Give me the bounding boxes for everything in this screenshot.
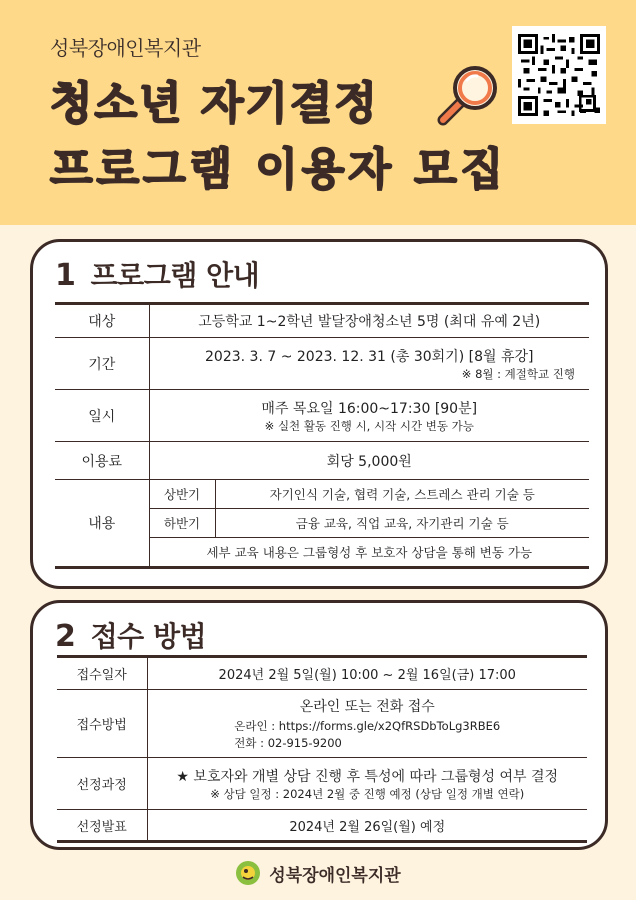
qr-code-icon[interactable]	[512, 26, 606, 124]
time-value: 매주 목요일 16:00~17:30 [90분]	[261, 400, 478, 417]
second-half-label: 하반기	[149, 509, 215, 538]
time-note: ※ 실천 활동 진행 시, 시작 시간 변동 가능	[264, 418, 474, 433]
process-note: ※ 상담 일정 : 2024년 2월 중 진행 예정 (상담 일정 개별 연락)	[210, 786, 525, 801]
method-online-link[interactable]: 온라인 : https://forms.gle/x2QfRSDbToLg3RBE6	[234, 718, 501, 733]
footer-org-name: 성북장애인복지관	[269, 865, 401, 886]
first-half-value: 자기인식 기술, 협력 기술, 스트레스 관리 기술 등	[215, 480, 589, 509]
section2-title: 접수 방법	[90, 620, 207, 653]
section2-number: 2	[55, 619, 76, 654]
header-org-name: 성북장애인복지관	[50, 36, 201, 60]
table-row-method	[57, 690, 587, 758]
announce-value: 2024년 2월 26일(월) 예정	[289, 819, 446, 835]
content-note: 세부 교육 내용은 그룹형성 후 보호자 상담을 통해 변동 가능	[206, 545, 533, 560]
method-phone: 전화 : 02-915-9200	[234, 735, 342, 750]
header-banner	[0, 0, 636, 225]
table-row-announce	[57, 810, 587, 842]
page-title-line2: 프로그램 이용자 모집	[50, 144, 508, 195]
magnifying-glass-icon	[425, 58, 505, 138]
period-note: ※ 8월 : 계절학교 진행	[461, 366, 575, 381]
footer	[0, 856, 636, 890]
table-row-time	[55, 390, 589, 442]
period-value: 2023. 3. 7 ~ 2023. 12. 31 (총 30회기) [8월 휴강]	[205, 348, 534, 365]
table-row-fee	[55, 442, 589, 480]
second-half-value: 금융 교육, 직업 교육, 자기관리 기술 등	[215, 509, 589, 538]
fee-label: 이용료	[55, 442, 149, 480]
date-value: 2024년 2월 5일(월) 10:00 ~ 2월 16일(금) 17:00	[147, 657, 587, 690]
method-value: 온라인 또는 전화 접수	[299, 698, 435, 715]
table-row-period	[55, 338, 589, 390]
page-title-line1: 청소년 자기결정	[50, 78, 379, 129]
table-row-first-half	[55, 480, 589, 509]
org-logo-icon	[235, 860, 261, 886]
time-label: 일시	[55, 390, 149, 442]
table-row-target	[55, 304, 589, 338]
process-value: ★ 보호자와 개별 상담 진행 후 특성에 따라 그룹형성 여부 결정	[176, 768, 559, 785]
target-label: 대상	[55, 304, 149, 338]
section1-title: 프로그램 안내	[90, 259, 260, 292]
section2-heading	[55, 615, 206, 655]
program-info-table	[55, 302, 589, 569]
section1-number: 1	[55, 258, 76, 293]
announce-label: 선정발표	[57, 810, 147, 842]
fee-value: 회당 5,000원	[149, 442, 589, 480]
content-label: 내용	[55, 480, 149, 568]
period-label: 기간	[55, 338, 149, 390]
method-label: 접수방법	[57, 690, 147, 758]
application-table	[57, 655, 587, 843]
table-row-date	[57, 657, 587, 690]
first-half-label: 상반기	[149, 480, 215, 509]
process-label: 선정과정	[57, 758, 147, 810]
target-value: 고등학교 1~2학년 발달장애청소년 5명 (최대 유예 2년)	[149, 304, 589, 338]
table-row-process	[57, 758, 587, 810]
section1-heading	[55, 254, 259, 294]
program-info-card	[30, 239, 608, 589]
application-card	[30, 600, 608, 850]
date-label: 접수일자	[57, 657, 147, 690]
qr-code-pattern	[518, 32, 600, 118]
